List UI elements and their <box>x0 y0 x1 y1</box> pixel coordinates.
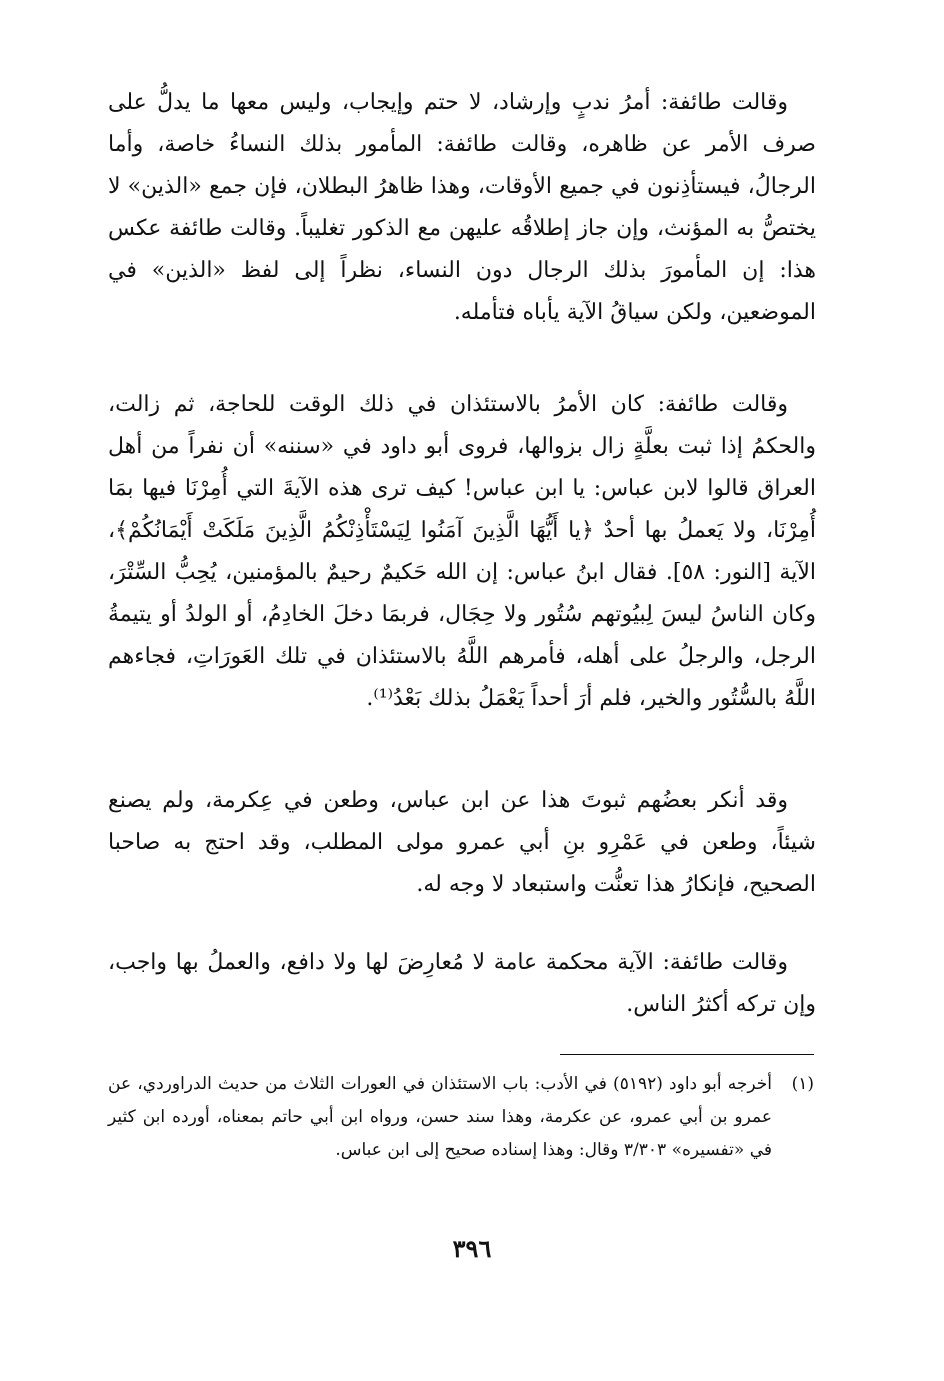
paragraph-text: وقالت طائفة: أمرُ ندبٍ وإرشاد، لا حتم وإيجاب، وليس معها ما يدلُّ على صرف الأمر عن ظاهره، وقالت طائفة: المأمور بذلك النساءُ خاصة، وأما الرجالُ، فيستأذِنون في جميع الأوقات، وهذا ظاهرُ البطلان، فإن جمع «الذين» لا يختصُّ به المؤنث، وإن جاز إطلاقُه عليهن مع الذكور تغليباً. وقالت طائفة عكس هذا: إن المأمورَ بذلك الرجال دون النساء، نظراً إلى لفظ «الذين» في الموضعين، ولكن سياقُ الآية يأباه فتأمله. <box>108 90 816 325</box>
page-number: ٣٩٦ <box>452 1234 492 1263</box>
paragraph-1 <box>108 82 816 334</box>
paragraph-text: وقالت طائفة: كان الأمرُ بالاستئذان في ذلك الوقت للحاجة، ثم زالت، والحكمُ إذا ثبت بعلَّةٍ زال بزوالها، فروى أبو داود في «سننه» أن نفراً من أهل العراق قالوا لابن عباس: يا ابن عباس! كيف ترى هذه الآيةَ التي أُمِرْنَا فيها بمَا أُمِرْنَا، ولا يَعملُ بها أحدٌ ﴿يا أَيُّهَا الَّذِينَ آمَنُوا لِيَسْتَأْذِنْكُمُ الَّذِينَ مَلَكَتْ أَيْمَانُكُمْ﴾، الآية [النور: ٥٨]. فقال ابنُ عباس: إن الله حَكيمٌ رحيمٌ بالمؤمنين، يُحِبُّ السِّتْرَ، وكان الناسُ ليسَ لِبيُوتهم سُتُور ولا حِجَال، فربمَا دخلَ الخادِمُ، أو الولدُ أو يتيمةُ الرجل، والرجلُ على أهله، فأمرهم اللَّهُ بالاستئذان في تلك العَورَاتِ، فجاءهم اللَّهُ بالسُّتُور والخير، فلم أرَ أحداً يَعْمَلُ بذلك بَعْدُ⁽¹⁾. <box>108 392 816 711</box>
paragraph-4 <box>108 942 816 1026</box>
paragraph-text: وقالت طائفة: الآية محكمة عامة لا مُعارِضَ لها ولا دافع، والعملُ بها واجب، وإن تركه أكثرُ الناس. <box>108 950 816 1017</box>
paragraph-3 <box>108 780 816 906</box>
footnote-text: أخرجه أبو داود (٥١٩٢) في الأدب: باب الاستئذان في العورات الثلاث من حديث الدراوردي، عن عمرو بن أبي عمرو، عن عكرمة، وهذا سند حسن، ورواه ابن أبي حاتم بمعناه، أورده ابن كثير في «تفسيره» ٣/٣٠٣ وقال: وهذا إسناده صحيح إلى ابن عباس. <box>108 1074 773 1160</box>
paragraph-2 <box>108 384 816 720</box>
footnote <box>108 1068 814 1167</box>
footnote-separator <box>560 1054 814 1055</box>
paragraph-text: وقد أنكر بعضُهم ثبوتَ هذا عن ابن عباس، وطعن في عِكرمة، ولم يصنع شيئاً، وطعن في عَمْرِو بنِ أبي عمرو مولى المطلب، وقد احتج به صاحبا الصحيح، فإنكارُ هذا تعنُّت واستبعاد لا وجه له. <box>108 788 816 897</box>
footnote-marker: (١) <box>791 1074 814 1094</box>
